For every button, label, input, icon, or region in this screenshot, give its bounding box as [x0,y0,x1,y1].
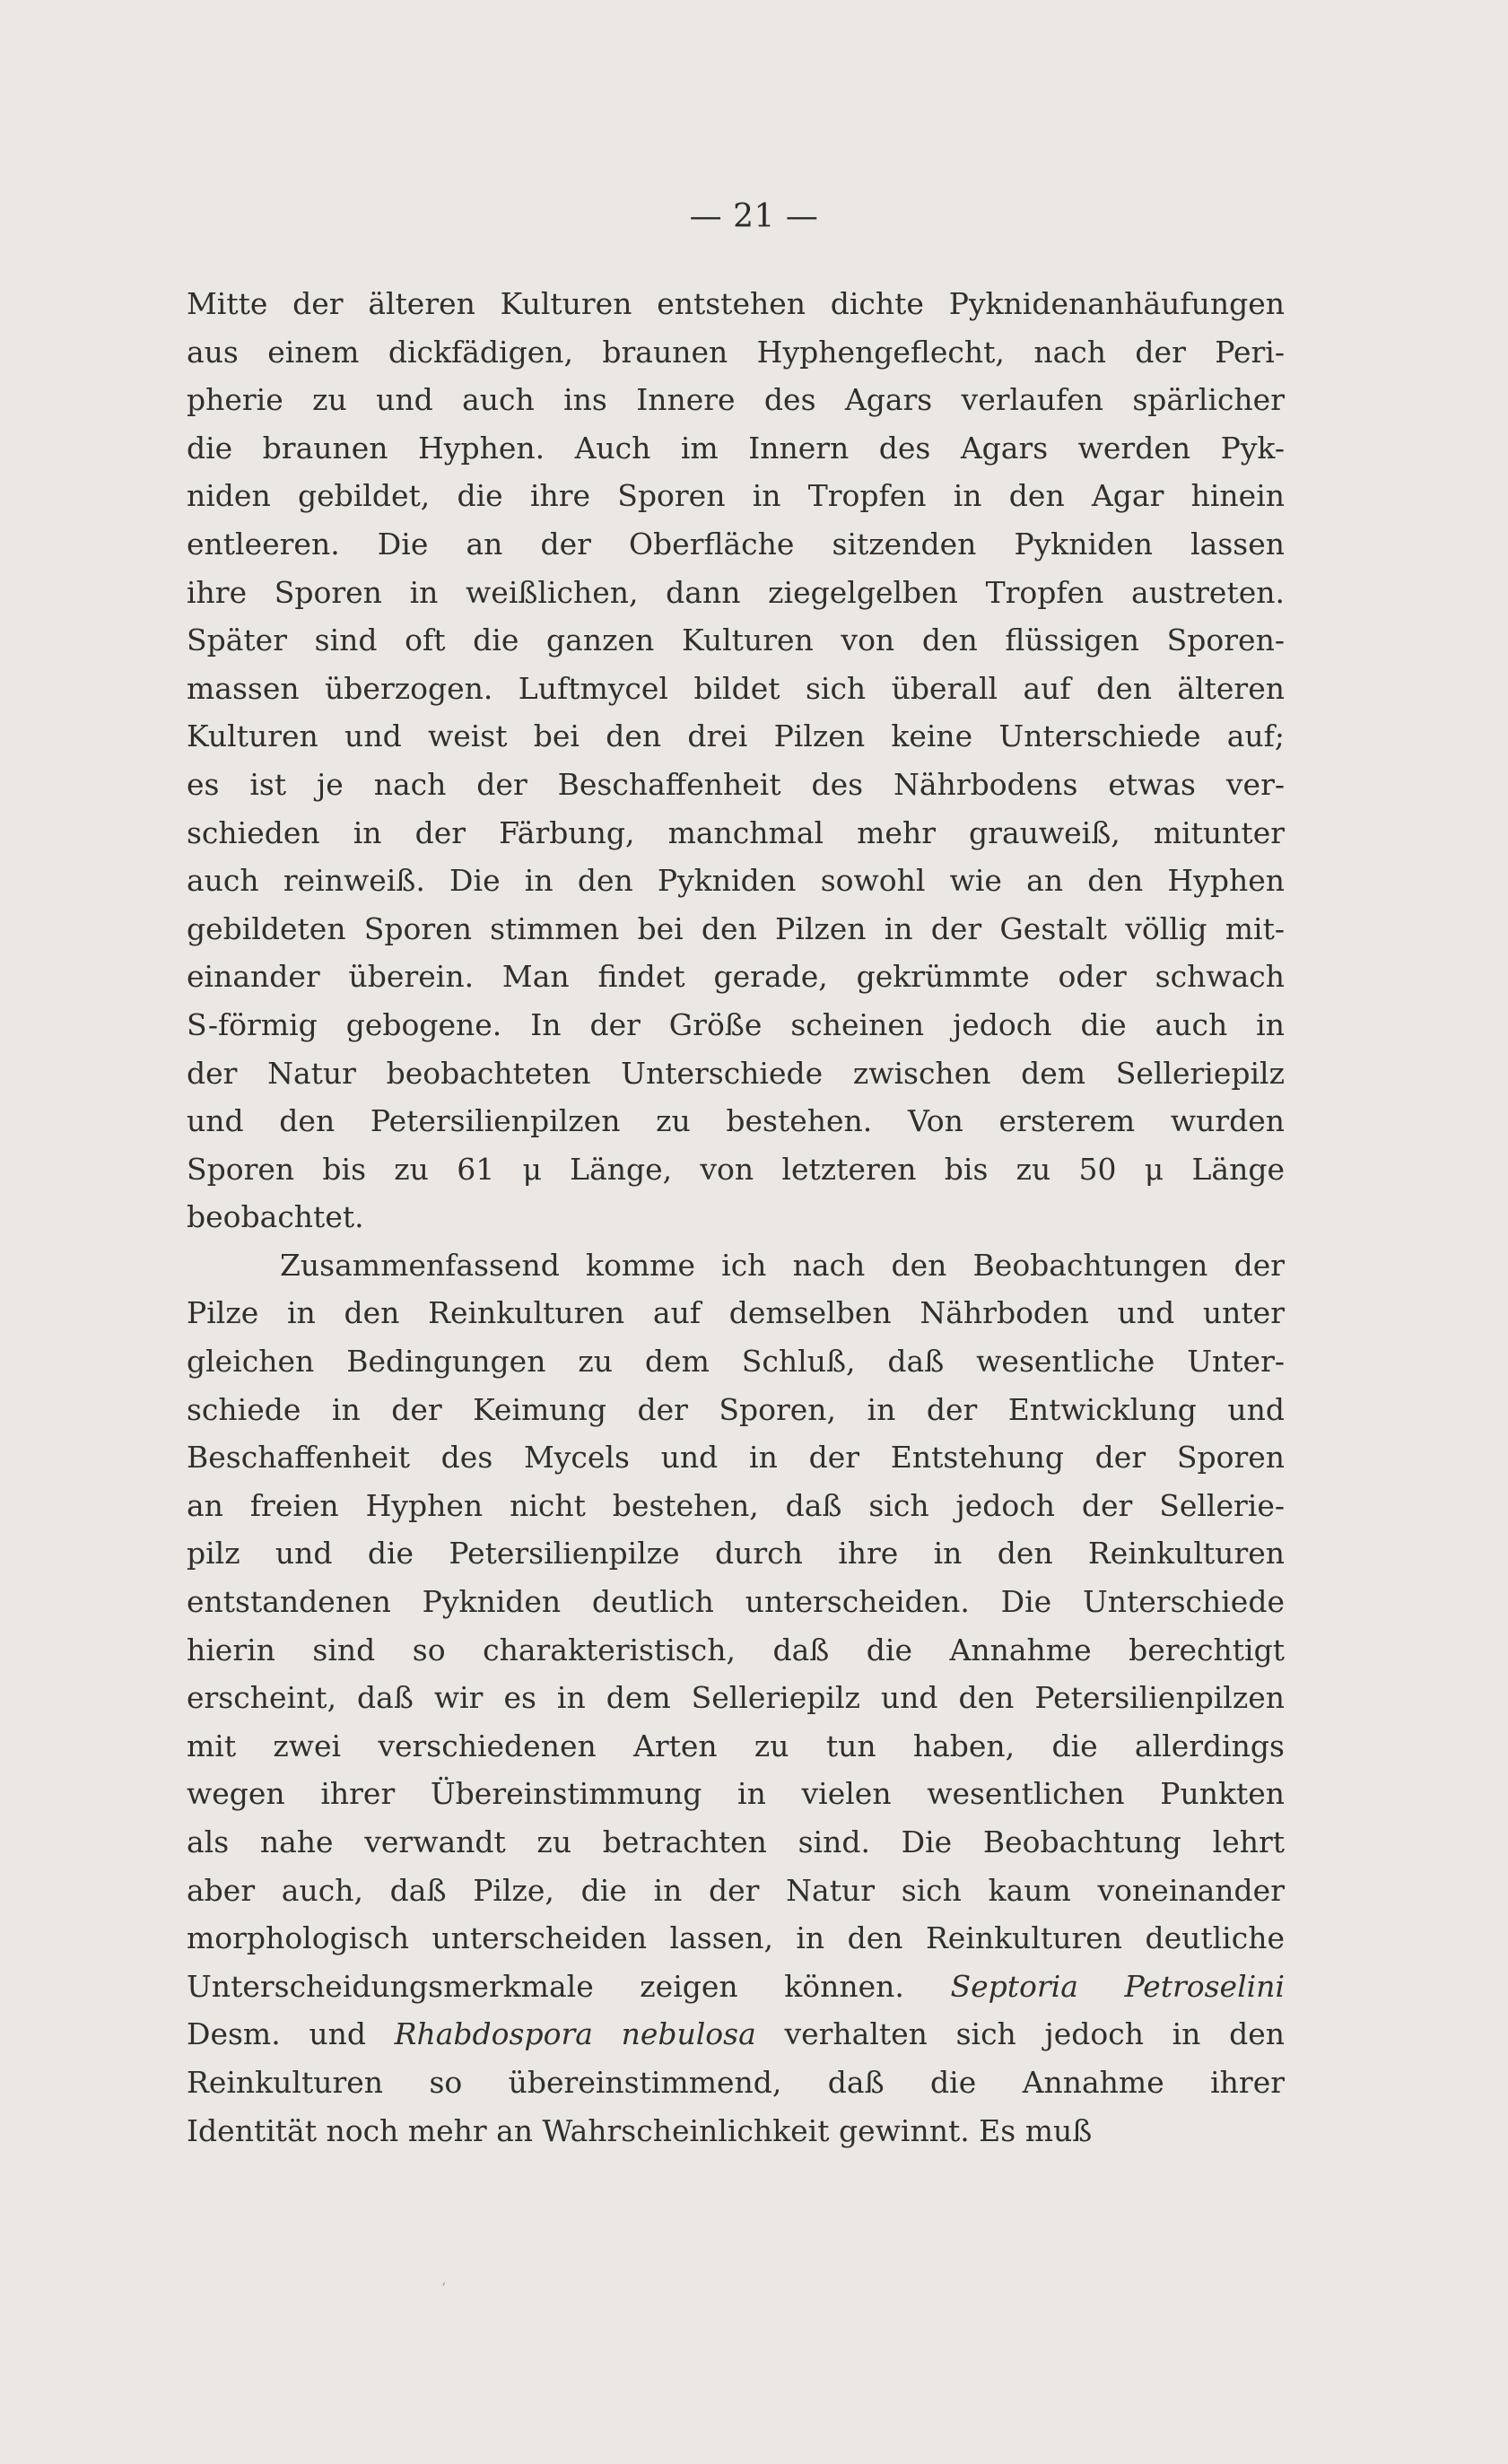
text-line [187,1963,1285,2011]
text-line [187,2010,1285,2059]
text-segment: Sporen bis zu 61 μ Länge, von letzteren bis zu 50 μ Länge [187,1151,1285,1187]
text-segment: einander überein. Man findet gerade, gekrümmte oder schwach [187,959,1285,995]
text-segment: Später sind oft die ganzen Kulturen von den flüssigen Sporen- [187,623,1285,658]
text-line [187,1770,1285,1818]
text-segment: und den Petersilienpilzen zu bestehen. Von ersterem wurden [187,1103,1285,1139]
stray-pencil-mark: ʻ [441,2279,447,2296]
text-segment: an freien Hyphen nicht bestehen, daß sich jedoch der Sellerie- [187,1487,1285,1523]
text-segment: die braunen Hyphen. Auch im Innern des Agars werden Pyk- [187,430,1285,466]
text-segment: erscheint, daß wir es in dem Selleriepilz und den Petersilienpilzen [187,1680,1285,1716]
text-segment: Unterscheidungsmerkmale zeigen können. [187,1968,951,2004]
body-text [187,280,1285,2155]
text-line [187,857,1285,905]
text-segment: auch reinweiß. Die in den Pykniden sowohl wie an den Hyphen [187,863,1285,899]
text-line [187,520,1285,569]
text-line [187,953,1285,1001]
text-line [187,376,1285,424]
text-segment: entleeren. Die an der Oberfläche sitzenden Pykniden lassen [187,526,1285,562]
text-segment: Identität noch mehr an Wahrscheinlichkeit gewinnt. Es muß [187,2112,1093,2148]
text-segment: Reinkulturen so übereinstimmend, daß die Annahme ihrer [187,2064,1285,2100]
text-segment: der Natur beobachteten Unterschiede zwischen dem Selleriepilz [187,1055,1285,1091]
text-segment: Kulturen und weist bei den drei Pilzen keine Unterschiede auf; [187,718,1285,754]
text-line [187,1386,1285,1434]
text-line [187,472,1285,520]
text-line [187,1867,1285,1915]
text-line [187,761,1285,809]
text-segment: gleichen Bedingungen zu dem Schluß, daß wesentliche Unter- [187,1344,1285,1380]
text-segment: Zusammenfassend komme ich nach den Beobachtungen der [280,1247,1285,1283]
text-segment: pherie zu und auch ins Innere des Agars verlaufen spärlicher [187,382,1285,418]
text-segment: hierin sind so charakteristisch, daß die Annahme berechtigt [187,1632,1285,1667]
text-line [187,328,1285,377]
text-line [187,1289,1285,1337]
text-line [187,280,1285,328]
text-line [187,1482,1285,1530]
paragraph [187,280,1285,1241]
text-line [187,809,1285,858]
text-line [187,665,1285,713]
text-line [187,1049,1285,1098]
text-line [187,616,1285,665]
text-line [187,1145,1285,1194]
text-segment: als nahe verwandt zu betrachten sind. Die Beobachtung lehrt [187,1824,1285,1859]
text-segment: pilz und die Petersilienpilze durch ihre in den Reinkulturen [187,1536,1285,1572]
text-line [187,1193,1285,1241]
text-line [187,1001,1285,1049]
text-segment: S-förmig gebogene. In der Größe scheinen jedoch die auch in [187,1006,1285,1042]
text-segment: schieden in der Färbung, manchmal mehr grauweiß, mitunter [187,814,1285,850]
paragraph [187,1241,1285,2155]
text-segment: Pilze in den Reinkulturen auf demselben Nährboden und unter [187,1295,1285,1331]
text-segment: beobachtet. [187,1199,364,1235]
text-segment: entstandenen Pykniden deutlich unterscheiden. Die Unterschiede [187,1584,1285,1620]
text-segment: mit zwei verschiedenen Arten zu tun haben, die allerdings [187,1728,1285,1763]
text-line [187,1674,1285,1722]
page-number: — 21 — [689,198,819,235]
text-line [187,2059,1285,2107]
text-line [187,2107,1285,2155]
text-line [187,1529,1285,1578]
text-line [187,1626,1285,1675]
text-segment: verhalten sich jedoch in den [755,2016,1285,2052]
text-segment: niden gebildet, die ihre Sporen in Tropfen in den Agar hinein [187,478,1285,514]
text-line [187,1433,1285,1482]
text-line [187,1578,1285,1626]
text-segment: morphologisch unterscheiden lassen, in den Reinkulturen deutliche [187,1920,1285,1956]
text-segment: aus einem dickfädigen, braunen Hyphengeflecht, nach der Peri- [187,334,1285,370]
text-line [187,712,1285,761]
text-line [187,1337,1285,1386]
text-segment: wegen ihrer Übereinstimmung in vielen wesentlichen Punkten [187,1776,1285,1812]
italic-species-name: Rhabdospora nebulosa [394,2016,756,2052]
text-segment: Beschaffenheit des Mycels und in der Entstehung der Sporen [187,1440,1285,1476]
italic-species-name: Septoria Petroselini [950,1968,1285,2004]
text-line [187,1097,1285,1145]
text-segment: ihre Sporen in weißlichen, dann ziegelgelben Tropfen austreten. [187,574,1285,610]
text-segment: aber auch, daß Pilze, die in der Natur sich kaum voneinander [187,1872,1285,1908]
text-segment: Mitte der älteren Kulturen entstehen dichte Pyknidenanhäufungen [187,286,1285,321]
text-segment: gebildeten Sporen stimmen bei den Pilzen in der Gestalt völlig mit- [187,910,1285,946]
text-line [187,1818,1285,1867]
text-segment: schiede in der Keimung der Sporen, in der Entwicklung und [187,1391,1285,1427]
text-segment: es ist je nach der Beschaffenheit des Nährbodens etwas ver- [187,766,1285,802]
text-line [187,424,1285,473]
text-segment: massen überzogen. Luftmycel bildet sich überall auf den älteren [187,670,1285,706]
text-segment: Desm. und [187,2016,395,2052]
text-line [187,1914,1285,1963]
text-line [187,1241,1285,1290]
text-line [187,1722,1285,1771]
text-line [187,569,1285,617]
text-line [187,905,1285,953]
